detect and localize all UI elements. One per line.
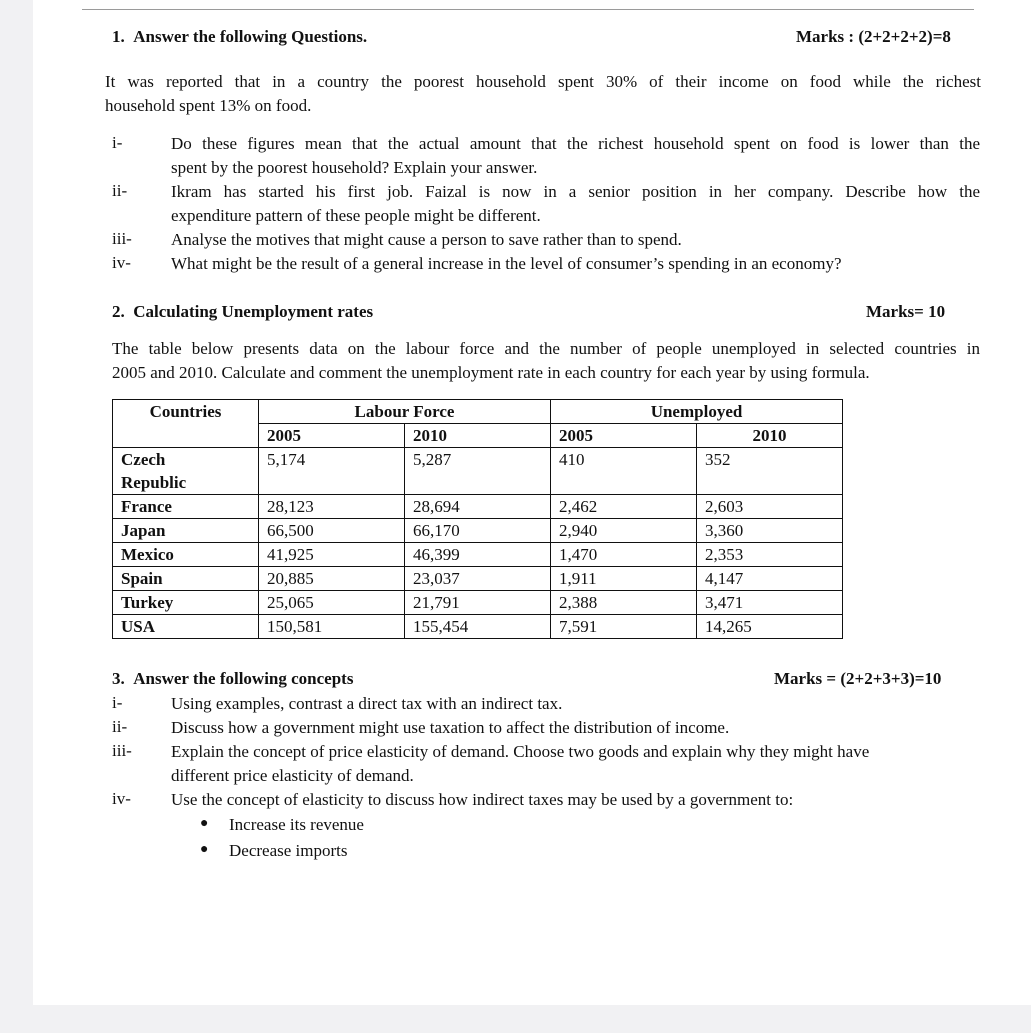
table-row (113, 543, 843, 567)
table-cell: 28,694 (405, 495, 551, 519)
q3-item-num: ii- (112, 717, 128, 736)
table-cell: 2,603 (697, 495, 843, 519)
q1-item-text: What might be the result of a general increase in the level of consumer’s spending in an economy? (171, 254, 842, 273)
q3-item-text: Explain the concept of price elasticity of demand. Choose two goods and explain why they might have different price elasticity of demand. (171, 742, 870, 785)
q3-item-num: i- (112, 693, 123, 712)
table-cell: 3,360 (697, 519, 843, 543)
table-cell: 3,471 (697, 591, 843, 615)
country-cell: Czech Republic (113, 448, 259, 495)
table-cell: 1,470 (551, 543, 697, 567)
q2-marks: Marks= 10 (866, 302, 946, 321)
table-header-row (113, 400, 843, 424)
table-cell: 2,462 (551, 495, 697, 519)
year-header: 2010 (697, 424, 843, 448)
country-cell: Turkey (113, 591, 259, 615)
q1-item-num: ii- (112, 181, 128, 200)
bullet-item: Increase its revenue (229, 815, 364, 834)
year-header: 2010 (405, 424, 551, 448)
q2-intro: The table below presents data on the labour force and the number of people unemployed in selected countries in 2005 and 2010. Calculate and comment the unemployment rate in each country for each year by using formula. (112, 339, 980, 382)
table-row (113, 567, 843, 591)
table-cell: 5,174 (259, 448, 405, 495)
q1-item-text: Do these figures mean that the actual amount that the richest household spent on food is lower than the spent by the poorest household? Explain your answer. (171, 134, 980, 177)
q1-marks: Marks : (2+2+2+2)=8 (796, 27, 951, 46)
table-row (113, 519, 843, 543)
table-cell: 20,885 (259, 567, 405, 591)
table-row (113, 591, 843, 615)
table-cell: 14,265 (697, 615, 843, 639)
table-cell: 2,388 (551, 591, 697, 615)
table-cell: 7,591 (551, 615, 697, 639)
table-cell: 155,454 (405, 615, 551, 639)
table-cell: 28,123 (259, 495, 405, 519)
table-cell: 46,399 (405, 543, 551, 567)
table-cell: 66,170 (405, 519, 551, 543)
table-cell: 5,287 (405, 448, 551, 495)
table-cell: 21,791 (405, 591, 551, 615)
table-row (113, 615, 843, 639)
q3-marks: Marks = (2+2+3+3)=10 (774, 669, 942, 688)
header-unemployed: Unemployed (551, 400, 843, 424)
q1-title: 1. Answer the following Questions. (112, 27, 368, 46)
table-row (113, 495, 843, 519)
top-rule (82, 9, 974, 10)
q3-item-num: iii- (112, 741, 132, 760)
table-cell: 25,065 (259, 591, 405, 615)
q1-item-num: i- (112, 133, 123, 152)
table-cell: 23,037 (405, 567, 551, 591)
year-header: 2005 (259, 424, 405, 448)
bullet-dot-icon: ● (200, 816, 209, 831)
header-labour-force: Labour Force (259, 400, 551, 424)
q1-item-text: Ikram has started his first job. Faizal is now in a senior position in her company. Describe how the expenditure pattern of these people might be different. (171, 182, 980, 225)
q3-title: 3. Answer the following concepts (112, 669, 354, 688)
q3-item-text: Use the concept of elasticity to discuss how indirect taxes may be used by a government to: (171, 790, 794, 809)
table-cell: 352 (697, 448, 843, 495)
q2-title: 2. Calculating Unemployment rates (112, 302, 374, 321)
q1-item-num: iv- (112, 253, 131, 272)
table-cell: 41,925 (259, 543, 405, 567)
header-countries: Countries (113, 400, 259, 448)
q1-item-num: iii- (112, 229, 132, 248)
table-cell: 66,500 (259, 519, 405, 543)
country-cell: Spain (113, 567, 259, 591)
country-cell: France (113, 495, 259, 519)
q1-intro: It was reported that in a country the poorest household spent 30% of their income on food while the richest household spent 13% on food. (105, 72, 981, 115)
table-cell: 2,353 (697, 543, 843, 567)
country-cell: USA (113, 615, 259, 639)
table-cell: 1,911 (551, 567, 697, 591)
table-cell: 150,581 (259, 615, 405, 639)
country-cell: Mexico (113, 543, 259, 567)
table-row (113, 448, 843, 495)
q1-item-text: Analyse the motives that might cause a person to save rather than to spend. (171, 230, 682, 249)
table-cell: 4,147 (697, 567, 843, 591)
country-cell: Japan (113, 519, 259, 543)
q3-item-num: iv- (112, 789, 131, 808)
table-cell: 2,940 (551, 519, 697, 543)
q3-item-text: Using examples, contrast a direct tax with an indirect tax. (171, 694, 563, 713)
table-cell: 410 (551, 448, 697, 495)
unemployment-table (112, 399, 843, 639)
bullet-item: Decrease imports (229, 841, 348, 860)
year-header: 2005 (551, 424, 697, 448)
bullet-dot-icon: ● (200, 842, 209, 857)
q3-item-text: Discuss how a government might use taxation to affect the distribution of income. (171, 718, 730, 737)
